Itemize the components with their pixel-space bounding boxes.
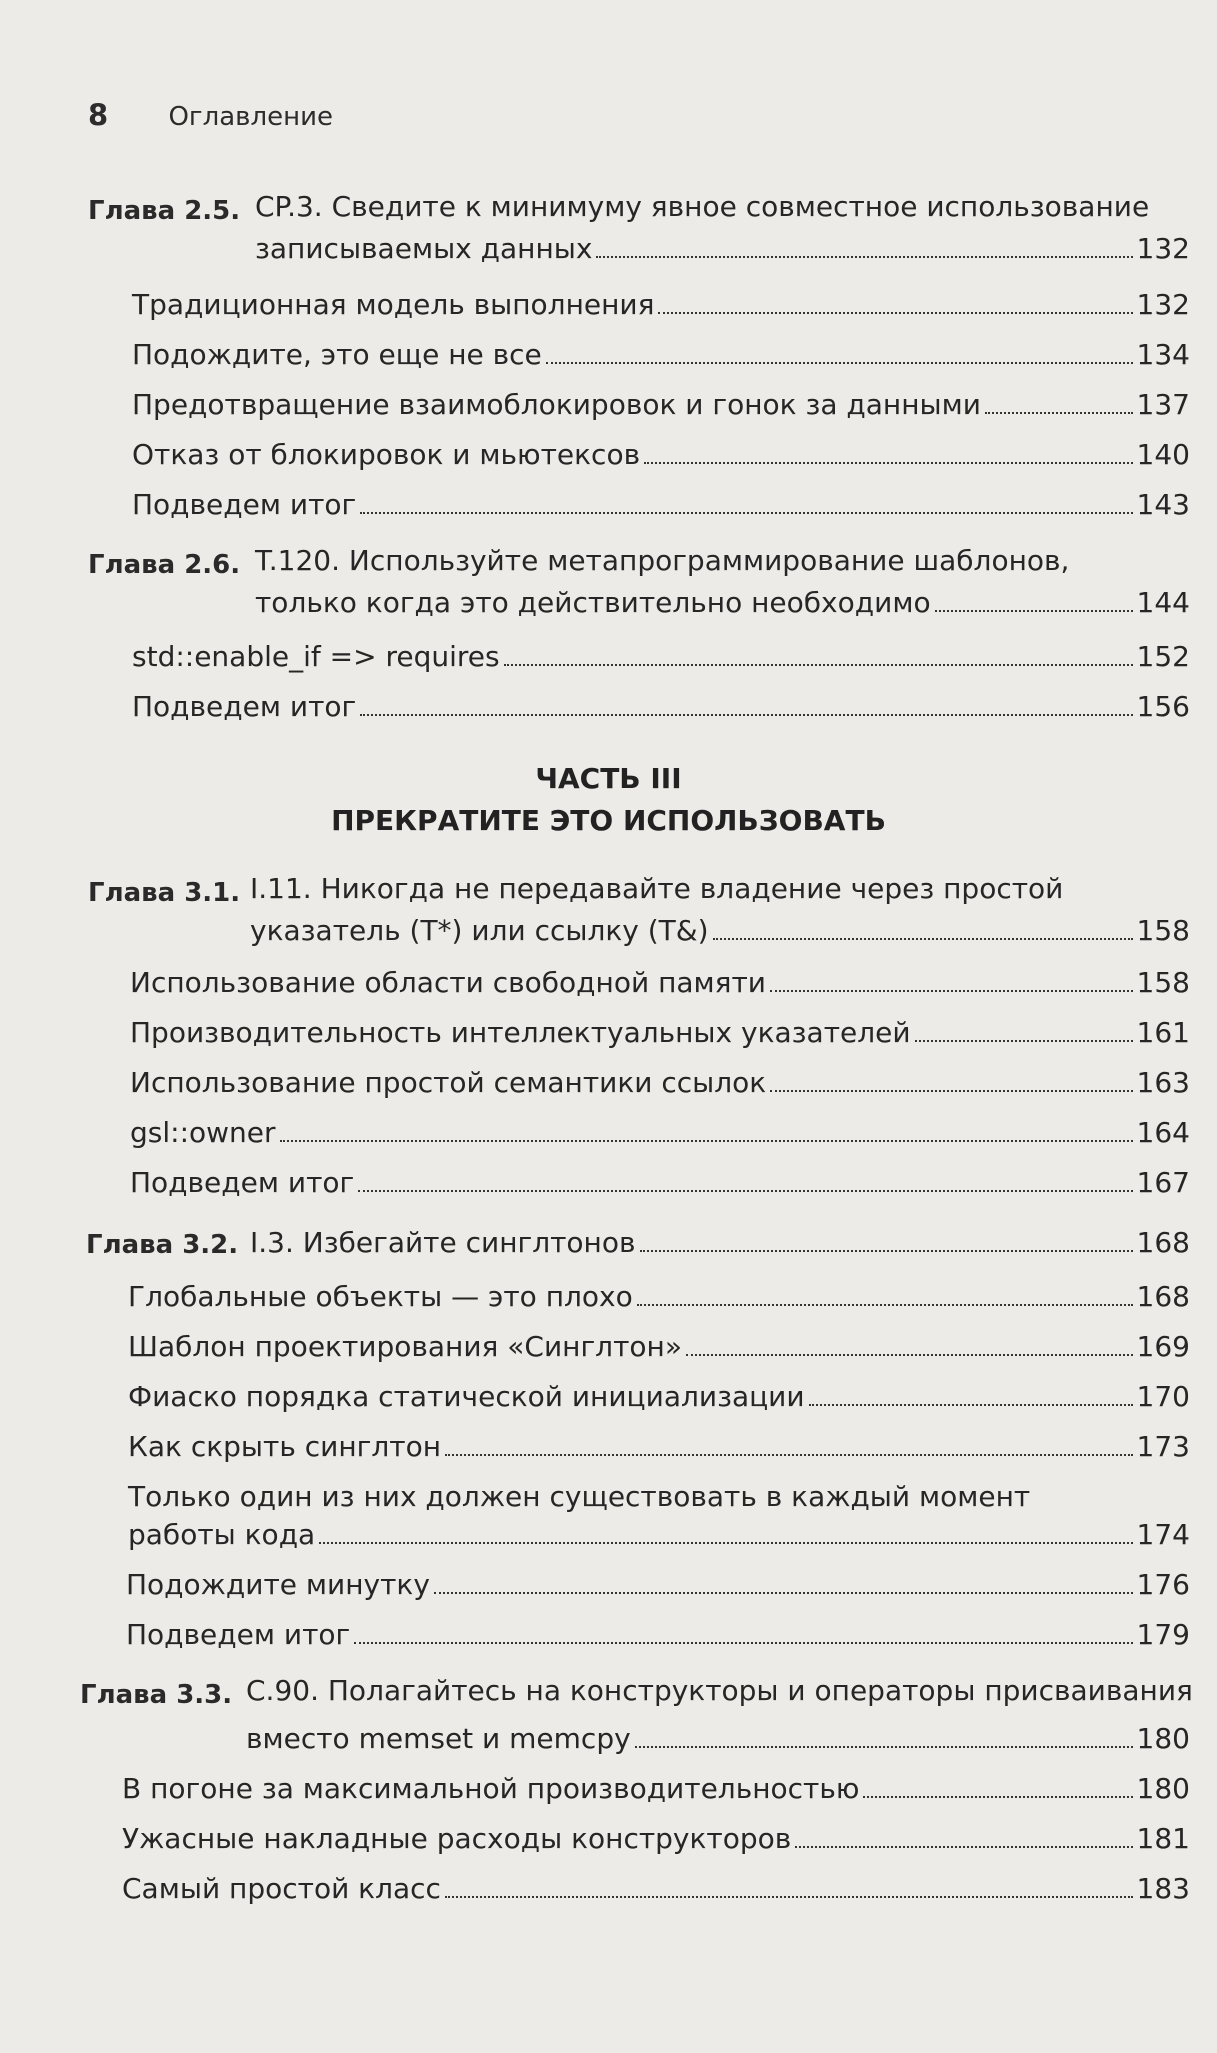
page-ref: 164 [1136,1116,1190,1149]
dot-leader [434,1590,1133,1594]
page-ref: 168 [1136,1226,1190,1259]
dot-leader [358,1188,1132,1192]
dot-leader [915,1038,1133,1042]
running-title: Оглавление [168,102,333,132]
toc-entry[interactable] [128,1330,1190,1364]
dot-leader [658,310,1132,314]
dot-leader [280,1138,1133,1142]
chapter-title-line1: I.11. Никогда не передавайте владение через простой [250,872,1064,905]
toc-entry[interactable] [130,1016,1190,1050]
chapter-title-line2: только когда это действительно необходимо [255,586,931,619]
page-ref: 156 [1136,690,1190,723]
dot-leader [546,360,1133,364]
toc-entry[interactable] [130,1166,1190,1200]
section-title: gsl::owner [130,1116,276,1149]
toc-entry[interactable] [122,1822,1190,1856]
dot-leader [713,936,1133,940]
section-title: Традиционная модель выполнения [132,288,655,321]
section-title: Использование простой семантики ссылок [130,1066,767,1099]
dot-leader [354,1640,1132,1644]
page-ref: 132 [1136,288,1190,321]
toc-entry[interactable] [246,1722,1190,1756]
section-title: Подведем итог [130,1166,355,1199]
toc-entry[interactable] [132,690,1190,724]
section-title: Как скрыть синглтон [128,1430,442,1463]
section-title: В погоне за максимальной производительностью [122,1772,860,1805]
section-title: Фиаско порядка статической инициализации [128,1380,805,1413]
section-title: Подведем итог [132,488,357,521]
page-ref: 181 [1136,1822,1190,1855]
page-ref: 163 [1136,1066,1190,1099]
dot-leader [985,410,1133,414]
toc-entry[interactable] [250,914,1190,948]
toc-entry[interactable] [132,438,1190,472]
toc-entry[interactable] [122,1872,1190,1906]
toc-entry[interactable] [128,1430,1190,1464]
section-title: Шаблон проектирования «Синглтон» [128,1330,682,1363]
dot-leader [640,1248,1133,1252]
section-title: Подведем итог [132,690,357,723]
chapter-title-line1: CP.3. Сведите к минимуму явное совместное использование [255,190,1150,223]
page-ref: 143 [1136,488,1190,521]
dot-leader [795,1844,1132,1848]
chapter-label: Глава 2.6. [88,550,241,580]
section-title: работы кода [128,1518,316,1551]
section-title: Самый простой класс [122,1872,441,1905]
section-title: Глобальные объекты — это плохо [128,1280,633,1313]
page-ref: 132 [1136,232,1190,265]
part-title: ПРЕКРАТИТЕ ЭТО ИСПОЛЬЗОВАТЬ [331,804,886,837]
page-ref: 173 [1136,1430,1190,1463]
page-ref: 174 [1136,1518,1190,1551]
page-ref: 161 [1136,1016,1190,1049]
chapter-label: Глава 3.3. [80,1680,233,1710]
dot-leader [360,510,1132,514]
toc-entry[interactable] [255,586,1190,620]
section-title: Подведем итог [126,1618,351,1651]
page-ref: 158 [1136,914,1190,947]
dot-leader [644,460,1132,464]
dot-leader [863,1794,1132,1798]
chapter-title-line2: записываемых данных [255,232,593,265]
dot-leader [635,1744,1133,1748]
chapter-title-line1: T.120. Используйте метапрограммирование шаблонов, [255,544,1070,577]
toc-entry[interactable] [130,1066,1190,1100]
toc-entry[interactable] [255,232,1190,266]
toc-entry[interactable] [128,1280,1190,1314]
toc-entry[interactable] [126,1568,1190,1602]
section-title: Предотвращение взаимоблокировок и гонок за данными [132,388,981,421]
section-title: Производительность интеллектуальных указателей [130,1016,911,1049]
dot-leader [809,1402,1133,1406]
toc-entry[interactable] [130,1116,1190,1150]
chapter-title-line2: указатель (T*) или ссылку (T&) [250,914,709,947]
chapter-label: Глава 3.1. [88,878,241,908]
toc-entry[interactable] [132,338,1190,372]
page-ref: 137 [1136,388,1190,421]
toc-entry[interactable] [132,388,1190,422]
chapter-title-line1: C.90. Полагайтесь на конструкторы и операторы присваивания [246,1674,1193,1707]
dot-leader [360,712,1132,716]
section-title: Подождите минутку [126,1568,430,1601]
running-header [88,98,333,132]
section-title: Ужасные накладные расходы конструкторов [122,1822,792,1855]
part-number: ЧАСТЬ III [535,762,682,795]
dot-leader [935,608,1133,612]
page-ref: 180 [1136,1722,1190,1755]
page-ref: 176 [1136,1568,1190,1601]
dot-leader [770,988,1133,992]
page-ref: 180 [1136,1772,1190,1805]
toc-entry[interactable] [128,1518,1190,1552]
page-ref: 158 [1136,966,1190,999]
section-title: Подождите, это еще не все [132,338,542,371]
page-ref: 140 [1136,438,1190,471]
toc-entry[interactable] [132,488,1190,522]
chapter-title-line2: вместо memset и memcpy [246,1722,631,1755]
page-ref: 167 [1136,1166,1190,1199]
page-ref: 152 [1136,640,1190,673]
section-title: Отказ от блокировок и мьютексов [132,438,641,471]
section-title-line1: Только один из них должен существовать в каждый момент [128,1480,1031,1513]
toc-entry[interactable] [126,1618,1190,1652]
section-title: Использование области свободной памяти [130,966,767,999]
dot-leader [637,1302,1133,1306]
section-title: std::enable_if => requires [132,640,500,673]
toc-entry[interactable] [128,1380,1190,1414]
page-ref: 144 [1136,586,1190,619]
dot-leader [504,662,1133,666]
dot-leader [445,1452,1133,1456]
page-ref: 169 [1136,1330,1190,1363]
chapter-label: Глава 3.2. [86,1230,239,1260]
page-ref: 168 [1136,1280,1190,1313]
page-number: 8 [88,98,109,132]
toc-entry[interactable] [250,1226,1190,1260]
page-ref: 179 [1136,1618,1190,1651]
dot-leader [319,1540,1132,1544]
toc-entry[interactable] [132,640,1190,674]
toc-entry[interactable] [122,1772,1190,1806]
chapter-label: Глава 2.5. [88,196,241,226]
chapter-title: I.3. Избегайте синглтонов [250,1226,636,1259]
dot-leader [596,254,1132,258]
dot-leader [686,1352,1133,1356]
page-ref: 134 [1136,338,1190,371]
page-ref: 170 [1136,1380,1190,1413]
dot-leader [445,1894,1133,1898]
page-ref: 183 [1136,1872,1190,1905]
toc-entry[interactable] [130,966,1190,1000]
dot-leader [770,1088,1132,1092]
toc-entry[interactable] [132,288,1190,322]
